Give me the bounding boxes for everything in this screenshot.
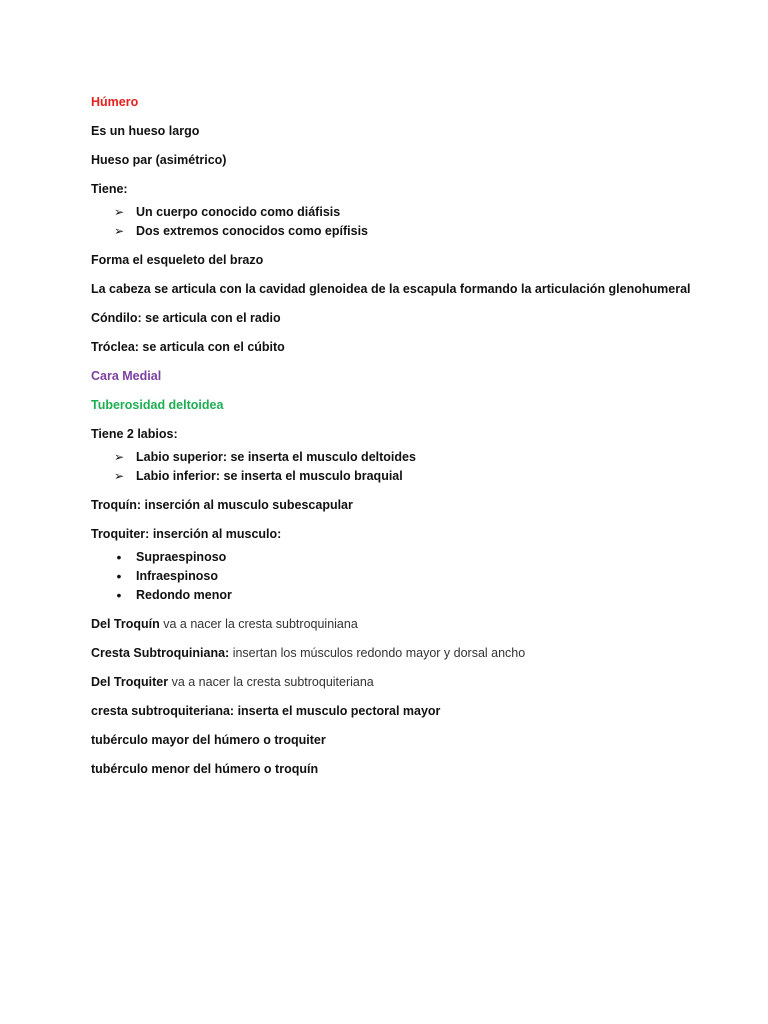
arrow-bullet-icon: ➢ (113, 205, 125, 219)
cresta-subtroquiniana-description: insertan los músculos redondo mayor y dorsal ancho (229, 646, 526, 660)
del-troquiter-description: va a nacer la cresta subtroquiteriana (168, 675, 374, 689)
line-condilo: Cóndilo: se articula con el radio (91, 311, 281, 325)
line-cresta-subtroquiteriana: cresta subtroquiteriana: inserta el musculo pectoral mayor (91, 704, 441, 718)
troquin-description: inserción al musculo subescapular (141, 498, 353, 512)
term-troquin: Troquín: (91, 498, 141, 512)
dot-bullet-icon: • (116, 568, 122, 584)
line-troquin (91, 497, 751, 526)
line-tuberculo-menor: tubérculo menor del húmero o troquín (91, 762, 319, 776)
troquiter-description: inserción al musculo: (149, 527, 282, 541)
labios-list (91, 449, 751, 487)
list-item (91, 449, 751, 468)
arrow-bullet-icon: ➢ (113, 224, 125, 238)
line-cresta-subtroquiniana (91, 645, 751, 674)
list-item (91, 568, 751, 587)
title-humero: Húmero (91, 95, 139, 109)
line-tuberculo-mayor: tubérculo mayor del húmero o troquiter (91, 733, 326, 747)
line-cabeza-articula: La cabeza se articula con la cavidad glenoidea de la escapula formando la articulación glenohumeral (91, 282, 691, 296)
line-hueso-par: Hueso par (asimétrico) (91, 153, 227, 167)
list-item (91, 549, 751, 568)
list-item-text: Un cuerpo conocido como diáfisis (136, 205, 341, 219)
tiene-list (91, 204, 751, 242)
list-item (91, 587, 751, 606)
heading-cara-medial: Cara Medial (91, 369, 162, 383)
line-hueso-largo: Es un hueso largo (91, 124, 200, 138)
term-del-troquin: Del Troquín (91, 617, 160, 631)
arrow-bullet-icon: ➢ (113, 450, 125, 464)
arrow-bullet-icon: ➢ (113, 469, 125, 483)
term-troquiter: Troquiter: (91, 527, 150, 541)
list-item-text: Supraespinoso (136, 550, 227, 564)
list-item-text: Infraespinoso (136, 569, 218, 583)
list-item (91, 204, 751, 223)
line-troclea: Tróclea: se articula con el cúbito (91, 340, 285, 354)
line-tiene: Tiene: (91, 182, 128, 196)
line-tiene-labios: Tiene 2 labios: (91, 427, 178, 441)
line-troquiter (91, 526, 751, 549)
term-del-troquiter: Del Troquiter (91, 675, 169, 689)
document-page (91, 94, 751, 790)
term-cresta-subtroquiniana: Cresta Subtroquiniana: (91, 646, 230, 660)
list-item (91, 223, 751, 242)
list-item (91, 468, 751, 487)
dot-bullet-icon: • (116, 587, 122, 603)
line-del-troquiter (91, 674, 751, 703)
del-troquin-description: va a nacer la cresta subtroquiniana (159, 617, 358, 631)
list-item-text: Labio superior: se inserta el musculo deltoides (136, 450, 416, 464)
troquiter-list (91, 549, 751, 606)
line-del-troquin (91, 616, 751, 645)
list-item-text: Redondo menor (136, 588, 232, 602)
list-item-text: Labio inferior: se inserta el musculo braquial (136, 469, 403, 483)
dot-bullet-icon: • (116, 549, 122, 565)
heading-tuberosidad-deltoidea: Tuberosidad deltoidea (91, 398, 224, 412)
line-esqueleto-brazo: Forma el esqueleto del brazo (91, 253, 264, 267)
list-item-text: Dos extremos conocidos como epífisis (136, 224, 369, 238)
